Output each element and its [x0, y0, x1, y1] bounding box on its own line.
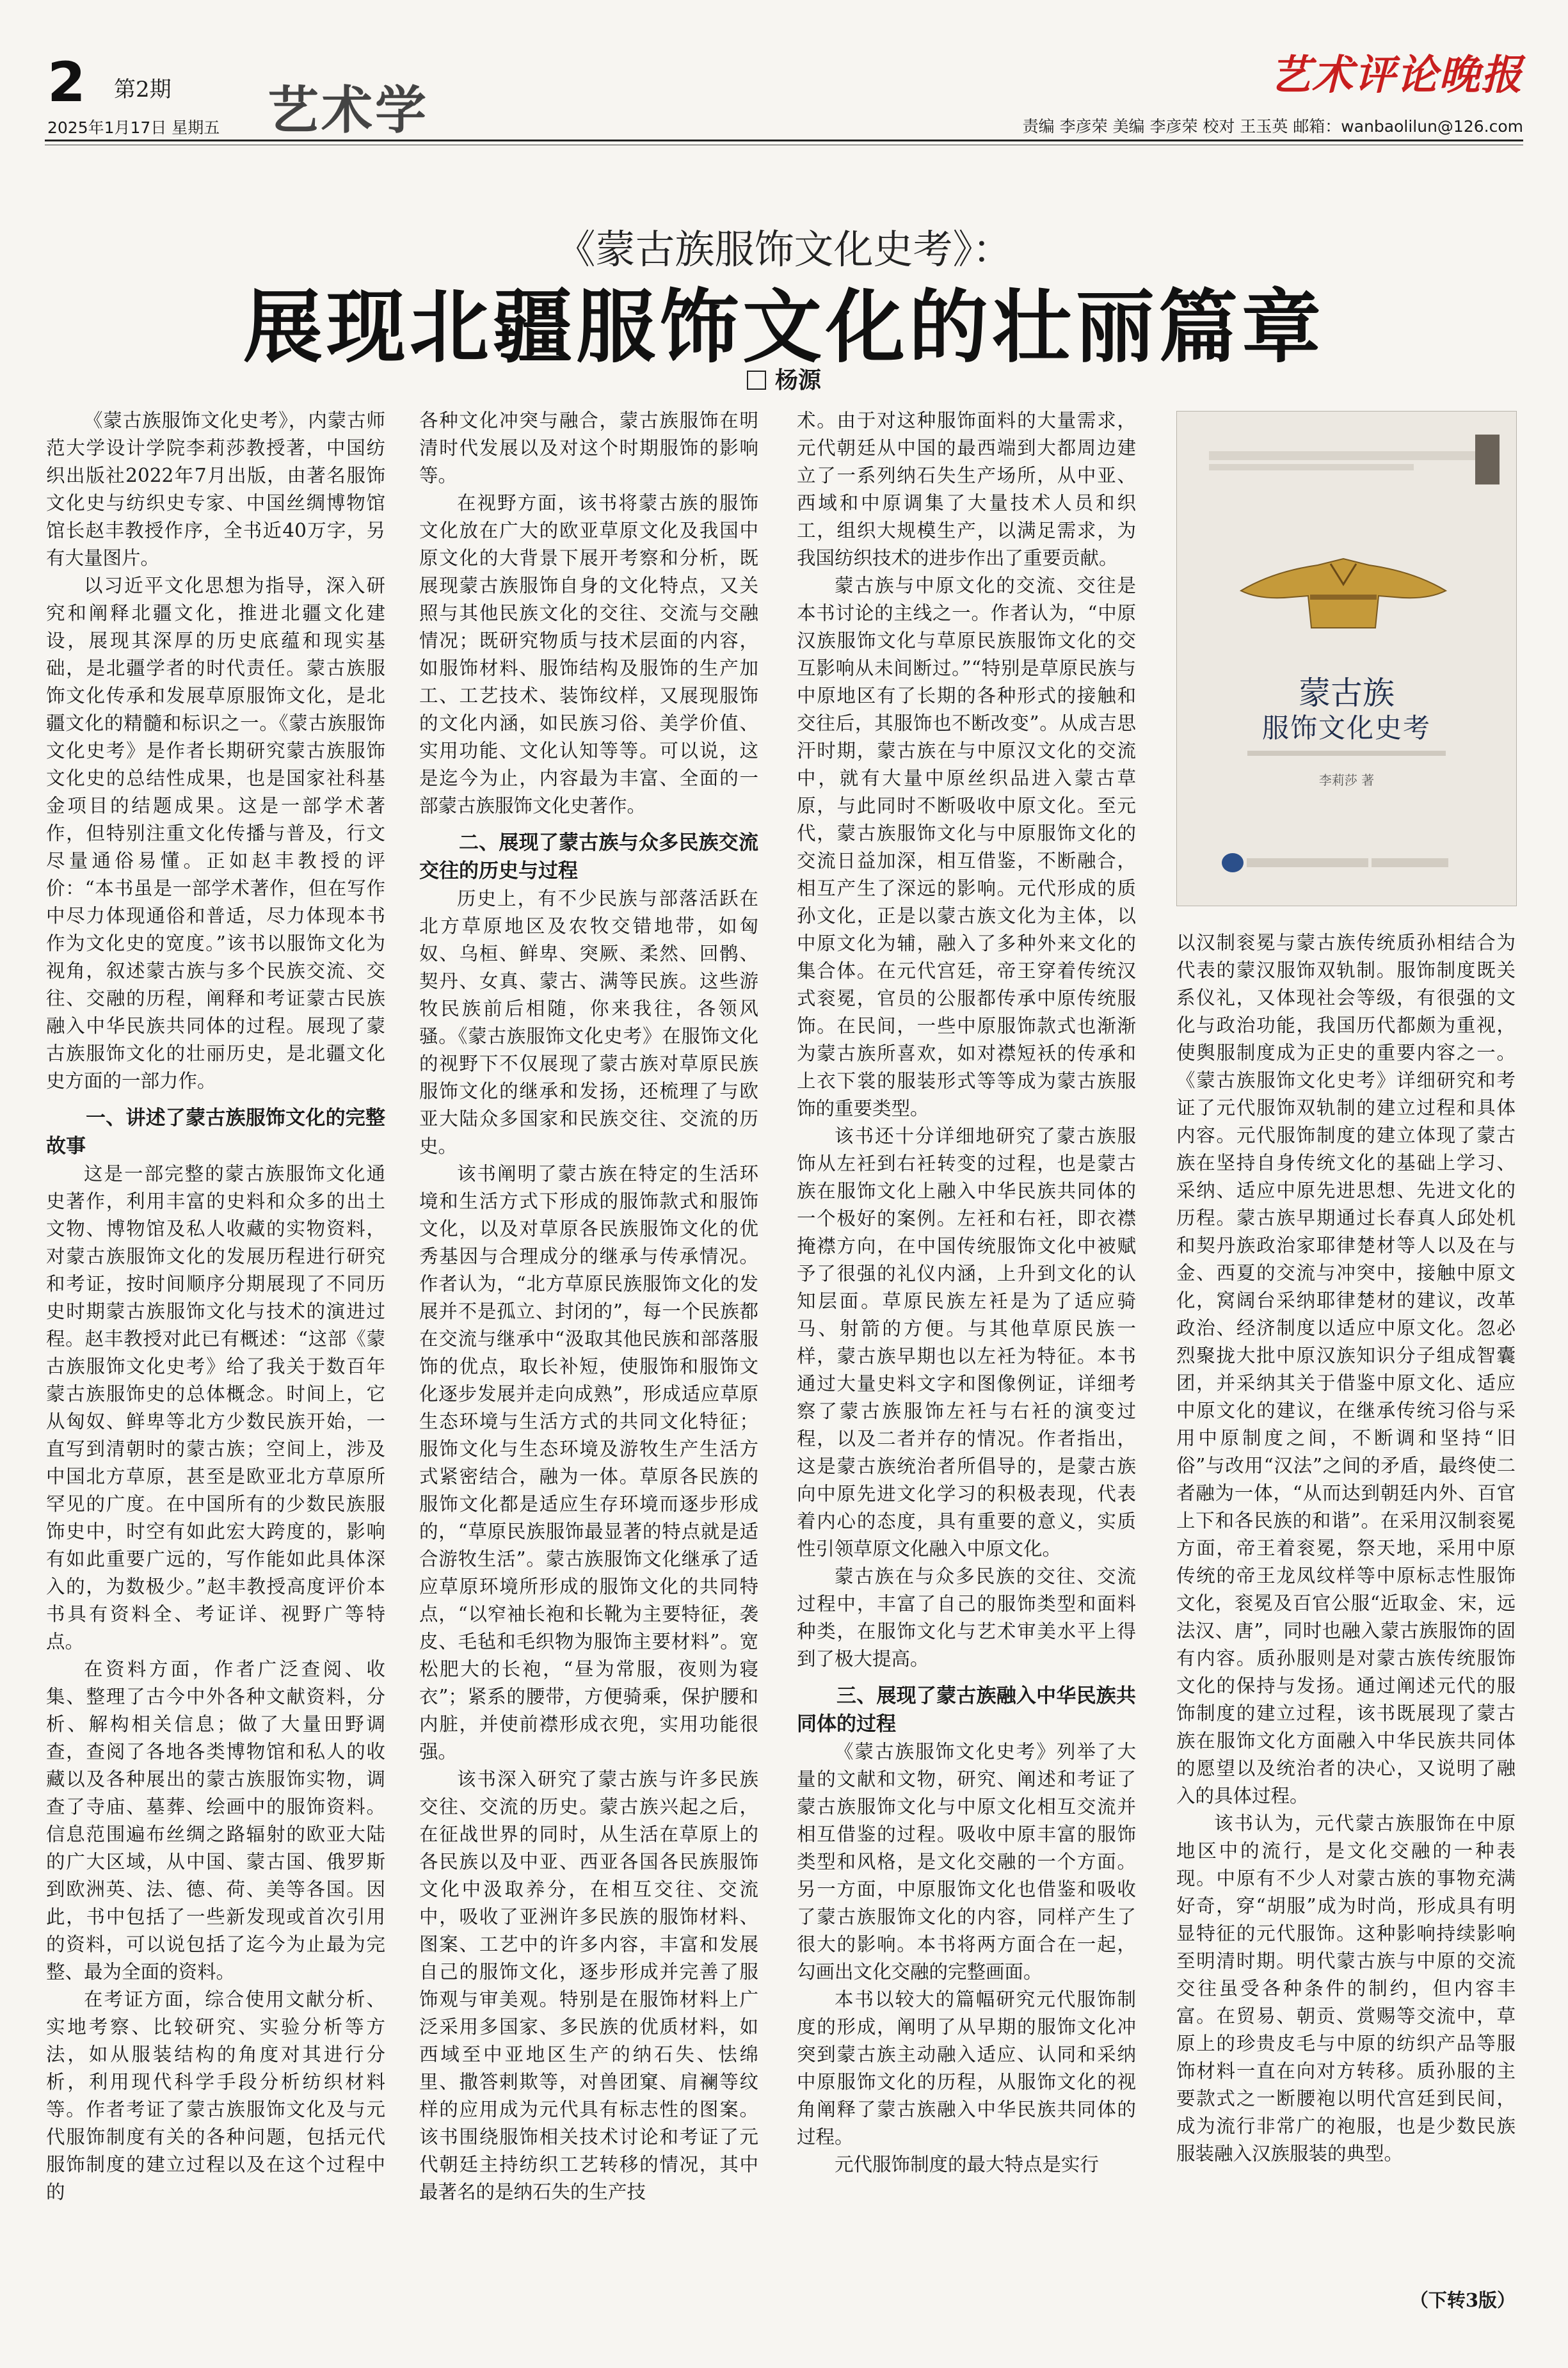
paragraph: 在考证方面，综合使用文献分析、实地考察、比较研究、实验分析等方法，如从服装结构的角度对其进行分析，利用现代科学手段分析纺织材料等。作者考证了蒙古族服饰文化及与元代服饰制度有关的各种问题，包括元代服饰制度的建立过程以及在这个过程中的	[46, 1988, 385, 2203]
article-kicker: 《蒙古族服饰文化史考》：	[556, 226, 1012, 273]
byline	[0, 362, 1568, 395]
cover-tag	[1475, 435, 1500, 484]
article-column-1	[46, 407, 385, 2282]
cover-series-band	[1209, 451, 1491, 460]
page-number: 2	[47, 51, 86, 115]
paragraph: 该书阐明了蒙古族在特定的生活环境和生活方式下形成的服饰款式和服饰文化，以及对草原各民族服饰文化的优秀基因与合理成分的继承与传承情况。作者认为，“北方草原民族服饰文化的发展并不是孤立、封闭的”，每一个民族都在交流与继承中“汲取其他民族和部落服饰的优点，取长补短，使服饰和服饰文化逐步发展并走向成熟”，形成适应草原生态环境与生活方式的共同文化特征；服饰文化与生态环境及游牧生产生活方式紧密结合，融为一体。草原各民族的服饰文化都是适应生存环境而逐步形成的，“草原民族服饰最显著的特点就是适合游牧生活”。蒙古族服饰文化继承了适应草原环境所形成的服饰文化的共同特点，“以窄袖长袍和长靴为主要特征，袭皮、毛毡和毛织物为服饰主要材料”。宽松肥大的长袍，“昼为常服，夜则为寝衣”；紧系的腰带，方便骑乘，保护腰和内脏，并使前襟形成衣兜，实用功能很强。	[419, 1163, 758, 1763]
robe-shape	[1241, 559, 1446, 628]
section-heading: 二、展现了蒙古族与众多民族交流交往的历史与过程	[419, 831, 758, 883]
paragraph: 各种文化冲突与融合，蒙古族服饰在明清时代发展以及对这个时期服饰的影响等。	[419, 410, 758, 486]
author-name: 杨源	[774, 367, 821, 394]
publisher-logo	[1222, 853, 1471, 875]
book-cover-image	[1176, 411, 1517, 906]
editor-credits: 责编 李彦荣 美编 李彦荣 校对 王玉英 邮箱：wanbaolilun@126.com	[1022, 117, 1523, 136]
paragraph: 以汉制衮冕与蒙古族传统质孙相结合为代表的蒙汉服饰双轨制。服饰制度既关系仪礼，又体现社会等级，有很强的文化与政治功能，我国历代都颇为重视，使舆服制度成为正史的重要内容之一。《蒙古族服饰文化史考》详细研究和考证了元代服饰双轨制的建立过程和具体内容。元代服饰制度的建立体现了蒙古族在坚持自身传统文化的基础上学习、采纳、适应中原先进思想、先进文化的历程。蒙古族早期通过长春真人邱处机和契丹族政治家耶律楚材等人以及在与金、西夏的交流与冲突中，接触中原文化，窝阔台采纳耶律楚材的建议，改革政治、经济制度以适应中原文化。忽必烈聚拢大批中原汉族知识分子组成智囊团，并采纳其关于借鉴中原文化、适应中原文化的建议，在继承传统习俗与采用中原制度之间，不断调和坚持“旧俗”与改用“汉法”之间的矛盾，最终使二者融为一体，“从而达到朝廷内外、百官上下和各民族的和谐”。在采用汉制衮冕方面，帝王着衮冕，祭天地，采用中原传统的帝王龙凤纹样等中原标志性服饰文化，衮冕及百官公服“近取金、宋，远法汉、唐”，同时也融入蒙古族服饰的固有内容。质孙服则是对蒙古族传统服饰文化的保持与发扬。通过阐述元代的服饰制度的建立过程，该书既展现了蒙古族在服饰文化方面融入中华民族共同体的愿望以及统治者的决心，又说明了融入的具体过程。	[1176, 932, 1516, 1807]
paragraph: 蒙古族在与众多民族的交往、交流过程中，丰富了自己的服饰类型和面料种类，在服饰文化与艺术审美水平上得到了极大提高。	[797, 1565, 1136, 1670]
paragraph: 《蒙古族服饰文化史考》，内蒙古师范大学设计学院李莉莎教授著，中国纺织出版社2022年7月出版，由著名服饰文化史与纺织史专家、中国丝绸博物馆馆长赵丰教授作序，全书近40万字，另有大量图片。	[46, 410, 385, 569]
section-heading: 一、讲述了蒙古族服饰文化的完整故事	[46, 1107, 385, 1158]
continued-note: （下转3版）	[1409, 2289, 1516, 2311]
section-title: 艺术学	[268, 80, 429, 140]
paragraph: 该书还十分详细地研究了蒙古族服饰从左衽到右衽转变的过程，也是蒙古族在服饰文化上融入中华民族共同体的一个极好的案例。左衽和右衽，即衣襟掩襟方向，在中国传统服饰文化中被赋予了很强的礼仪内涵，上升到文化的认知层面。草原民族左衽是为了适应骑马、射箭的方便。与其他草原民族一样，蒙古族早期也以左衽为特征。本书通过大量史料文字和图像例证，详细考察了蒙古族服饰左衽与右衽的演变过程，以及二者并存的情况。作者指出，这是蒙古族统治者所倡导的，是蒙古族向中原先进文化学习的积极表现，代表着内心的态度，具有重要的意义，实质性引领草原文化融入中原文化。	[797, 1125, 1136, 1560]
paragraph: 这是一部完整的蒙古族服饰文化通史著作，利用丰富的史料和众多的出土文物、博物馆及私人收藏的实物资料，对蒙古族服饰文化的发展历程进行研究和考证，按时间顺序分期展现了不同历史时期蒙古族服饰文化与技术的演进过程。赵丰教授对此已有概述：“这部《蒙古族服饰文化史考》给了我关于数百年蒙古族服饰史的总体概念。时间上，它从匈奴、鲜卑等北方少数民族开始，一直写到清朝时的蒙古族；空间上，涉及中国北方草原，甚至是欧亚北方草原所罕见的广度。在中国所有的少数民族服饰史中，时空有如此宏大跨度的，影响有如此重要广远的，写作能如此具体深入的，为数极少。”赵丰教授高度评价本书具有资料全、考证详、视野广等特点。	[46, 1163, 385, 1652]
cover-title-line2: 服饰文化史考	[1261, 712, 1431, 744]
article-column-4	[1176, 929, 1516, 2280]
cover-title-line1: 蒙古族	[1299, 675, 1395, 712]
robe-belt	[1310, 595, 1377, 600]
article-column-2	[419, 407, 758, 2282]
byline-box-icon	[747, 371, 766, 390]
paragraph: 元代服饰制度的最大特点是实行	[835, 2154, 1100, 2175]
newspaper-logo: 艺术评论晚报	[1270, 51, 1523, 99]
paragraph: 以习近平文化思想为指导，深入研究和阐释北疆文化，推进北疆文化建设，展现其深厚的历史底蕴和现实基础，是北疆学者的时代责任。蒙古族服饰文化传承和发展草原服饰文化，是北疆文化的精髓和标识之一。《蒙古族服饰文化史考》是作者长期研究蒙古族服饰文化史的总结性成果，也是国家社科基金项目的结题成果。这是一部学术著作，但特别注重文化传播与普及，行文尽量通俗易懂。正如赵丰教授的评价：“本书虽是一部学术著作，但在写作中尽力体现通俗和普适，尽力体现本书作为文化史的宽度。”该书以服饰文化为视角，叙述蒙古族与多个民族交流、交往、交融的历程，阐释和考证蒙古民族融入中华民族共同体的过程。展现了蒙古族服饰文化的壮丽历史，是北疆文化史方面的一部力作。	[46, 575, 385, 1092]
robe-illustration	[1235, 546, 1452, 629]
issue-number: 第2期	[114, 77, 172, 102]
paragraph: 历史上，有不少民族与部落活跃在北方草原地区及农牧交错地带，如匈奴、乌桓、鲜卑、突厥、柔然、回鹘、契丹、女真、蒙古、满等民族。这些游牧民族前后相随，你来我往，各领风骚。《蒙古族服饰文化史考》在服饰文化的视野下不仅展现了蒙古族对草原民族服饰文化的继承和发扬，还梳理了与欧亚大陆众多国家和民族交往、交流的历史。	[419, 888, 758, 1157]
header-rule	[45, 140, 1523, 141]
paragraph: 《蒙古族服饰文化史考》列举了大量的文献和文物，研究、阐述和考证了蒙古族服饰文化与中原文化相互交流并相互借鉴的过程。吸收中原丰富的服饰类型和风格，是文化交融的一个方面。另一方面，中原服饰文化也借鉴和吸收了蒙古族服饰文化的内容，同样产生了很大的影响。本书将两方面合在一起，勾画出文化交融的完整画面。	[797, 1741, 1136, 1983]
cover-series-band	[1209, 464, 1414, 470]
paragraph: 该书深入研究了蒙古族与许多民族交往、交流的历史。蒙古族兴起之后，在征战世界的同时，从生活在草原上的各民族以及中亚、西亚各国各民族服饰文化中汲取养分，在相互交往、交流中，吸收了亚洲许多民族的服饰材料、图案、工艺中的许多内容，丰富和发展自己的服饰文化，逐步形成并完善了服饰观与审美观。特别是在服饰材料上广泛采用多国家、多民族的优质材料，如西域至中亚地区生产的纳石失、怯绵里、撒答剌欺等，对兽团窠、肩襕等纹样的应用成为元代具有标志性的图案。该书围绕服饰相关技术讨论和考证了元代朝廷主持纺织工艺转移的情况，其中最著名的是纳石失的生产技	[419, 1768, 758, 2203]
article-headline: 展现北疆服饰文化的壮丽篇章	[243, 281, 1325, 374]
paragraph: 该书认为，元代蒙古族服饰在中原地区中的流行，是文化交融的一种表现。中原有不少人对蒙古族的事物充满好奇，穿“胡服”成为时尚，形成具有明显特征的元代服饰。这种影响持续影响至明清时期。明代蒙古族与中原的交流交往虽受各种条件的制约，但内容丰富。在贸易、朝贡、赏赐等交流中，草原上的珍贵皮毛与中原的纺织产品等服饰材料一直在向对方转移。质孙服的主要款式之一断腰袍以明代宫廷到民间，成为流行非常广的袍服，也是少数民族服装融入汉族服装的典型。	[1176, 1812, 1516, 2164]
paragraph: 在资料方面，作者广泛查阅、收集、整理了古今中外各种文献资料，分析、解构相关信息；做了大量田野调查，查阅了各地各类博物馆和私人的收藏以及各种展出的蒙古族服饰实物，调查了寺庙、墓葬、绘画中的服饰资料。信息范围遍布丝绸之路辐射的欧亚大陆的广大区域，从中国、蒙古国、俄罗斯到欧洲英、法、德、荷、美等各国。因此，书中包括了一些新发现或首次引用的资料，可以说包括了迄今为止最为完整、最为全面的资料。	[46, 1658, 385, 1983]
issue-date: 2025年1月17日 星期五	[47, 118, 220, 137]
cover-author: 李莉莎 著	[1318, 772, 1375, 788]
paragraph: 蒙古族与中原文化的交流、交往是本书讨论的主线之一。作者认为，“中原汉族服饰文化与草原民族服饰文化的交互影响从未间断过。”“特别是草原民族与中原地区有了长期的各种形式的接触和交往后，其服饰也不断改变”。从成吉思汗时期，蒙古族在与中原汉文化的交流中，就有大量中原丝织品进入蒙古草原，与此同时不断吸收中原文化。至元代，蒙古族服饰文化与中原服饰文化的交流日益加深，相互借鉴，不断融合，相互产生了深远的影响。元代形成的质孙文化，正是以蒙古族文化为主体，以中原文化为辅，融入了多种外来文化的集合体。在元代宫廷，帝王穿着传统汉式衮冕，官员的公服都传承中原传统服饰。在民间，一些中原服饰款式也渐渐为蒙古族所喜欢，如对襟短袄的传承和上衣下裳的服装形式等等成为蒙古族服饰的重要类型。	[797, 575, 1136, 1119]
section-heading: 三、展现了蒙古族融入中华民族共同体的过程	[797, 1684, 1136, 1736]
paragraph: 术。由于对这种服饰面料的大量需求，元代朝廷从中国的最西端到大都周边建立了一系列纳石失生产场所，从中亚、西域和中原调集了大量技术人员和织工，组织大规模生产，以满足需求，为我国纺织技术的进步作出了重要贡献。	[797, 410, 1136, 569]
article-column-3	[797, 407, 1136, 2282]
paragraph: 本书以较大的篇幅研究元代服饰制度的形成，阐明了从早期的服饰文化冲突到蒙古族主动融入适应、认同和采纳中原服饰文化的历程，从服饰文化的视角阐释了蒙古族融入中华民族共同体的过程。	[797, 1988, 1136, 2148]
cover-subtitle-band	[1247, 751, 1446, 756]
paragraph: 在视野方面，该书将蒙古族的服饰文化放在广大的欧亚草原文化及我国中原文化的大背景下展开考察和分析，既展现蒙古族服饰自身的文化特点，又关照与其他民族文化的交往、交流与交融情况；既研究物质与技术层面的内容，如服饰材料、服饰结构及服饰的生产加工、工艺技术、装饰纹样，又展现服饰的文化内涵，如民族习俗、美学价值、实用功能、文化认知等等。可以说，这是迄今为止，内容最为丰富、全面的一部蒙古族服饰文化史著作。	[419, 492, 758, 817]
